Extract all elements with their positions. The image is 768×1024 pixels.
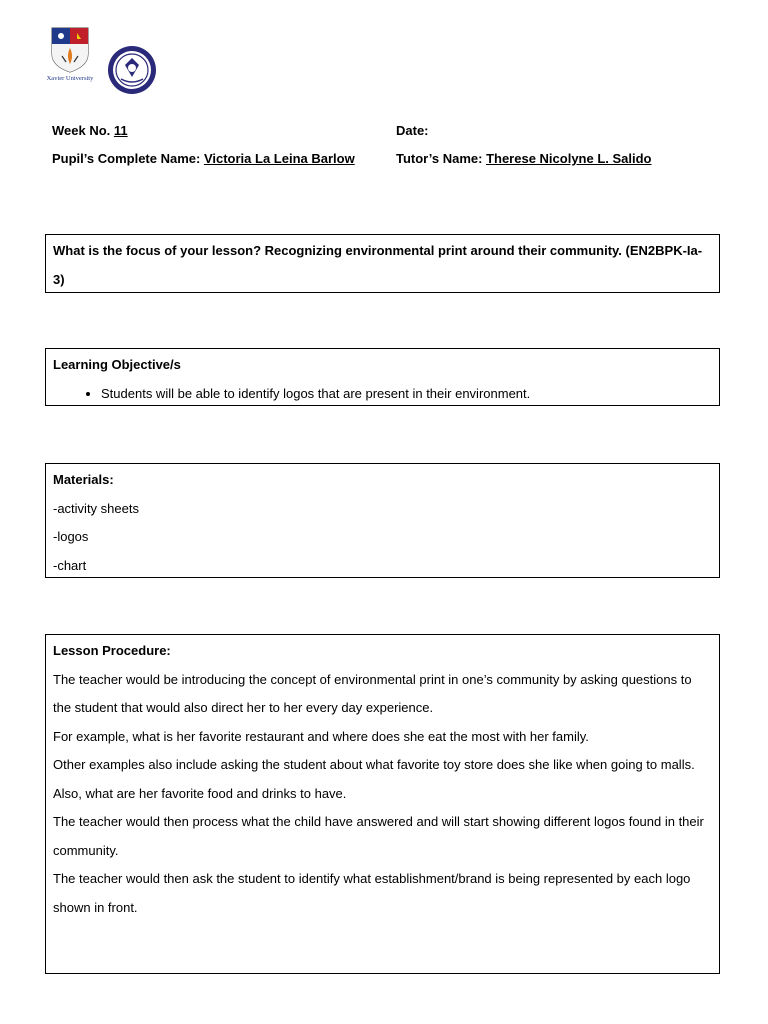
tutor-value: Therese Nicolyne L. Salido	[486, 151, 652, 166]
pupil-value: Victoria La Leina Barlow	[203, 151, 355, 166]
procedure-paragraph: Other examples also include asking the student about what favorite toy store does she like when going to malls.	[53, 757, 695, 772]
lesson-focus-text: What is the focus of your lesson? Recognizing environmental print around their community. (EN2BPK-Ia-3)	[53, 243, 703, 287]
date-field	[396, 123, 429, 138]
list-item: -chart	[53, 557, 87, 573]
list-item: -logos	[53, 529, 89, 544]
week-field	[52, 123, 128, 138]
week-value: 11	[113, 123, 128, 138]
list-item: -activity sheets	[53, 500, 139, 516]
lesson-procedure-box	[45, 634, 720, 974]
procedure-paragraph: The teacher would then ask the student to identify what establishment/brand is being represented by each logo shown in front.	[53, 871, 691, 915]
procedure-paragraph: The teacher would then process what the child have answered and will start showing different logos found in their community.	[53, 814, 704, 858]
pupil-name-field	[52, 151, 355, 166]
date-label: Date:	[396, 123, 429, 138]
school-seal-logo	[107, 45, 157, 95]
xavier-university-logo	[40, 26, 100, 86]
lesson-focus-box	[45, 234, 720, 293]
learning-objectives-box	[45, 348, 720, 406]
objectives-heading: Learning Objective/s	[53, 357, 181, 372]
pupil-label: Pupil’s Complete Name:	[52, 151, 204, 166]
materials-heading: Materials:	[53, 472, 114, 487]
tutor-label: Tutor’s Name:	[396, 151, 487, 166]
list-item: • Students will be able to identify logos that are present in their environment.	[101, 380, 712, 409]
materials-box	[45, 463, 720, 578]
university-name: Xavier University	[46, 75, 94, 82]
tutor-name-field	[396, 151, 652, 166]
procedure-paragraph: Also, what are her favorite food and drinks to have.	[53, 785, 347, 801]
procedure-paragraph: For example, what is her favorite restaurant and where does she eat the most with her family.	[53, 728, 589, 744]
procedure-heading: Lesson Procedure:	[53, 643, 171, 658]
objectives-list	[53, 380, 712, 409]
procedure-paragraph: The teacher would be introducing the concept of environmental print in one’s community by asking questions to the student that would also direct her to her every day experience.	[53, 671, 692, 715]
week-label: Week No.	[52, 123, 114, 138]
